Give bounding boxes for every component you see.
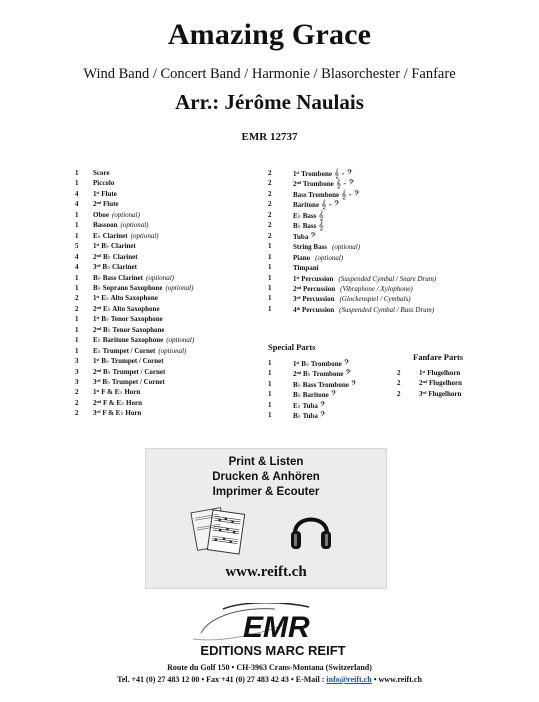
clef-icon: 𝄞 - 𝄢 [333, 168, 353, 178]
part-name-text: 2ⁿᵈ B♭ Clarinet [93, 252, 138, 261]
part-name-text: 2ⁿᵈ Flute [93, 200, 119, 209]
part-note: (optional) [158, 346, 187, 355]
part-quantity: 2 [75, 398, 79, 407]
part-name-text: 2ⁿᵈ Percussion [293, 284, 336, 293]
part-name-text: E♭ Baritone Saxophone [93, 336, 164, 345]
clef-icon: 𝄞 [318, 209, 324, 220]
part-name [93, 241, 139, 251]
part-name [93, 314, 166, 324]
part-name [293, 358, 353, 369]
tel-fax-text: Tel. +41 (0) 27 483 12 00 • Fax +41 (0) 27 483 42 43 • E-Mail : [117, 675, 327, 684]
part-name [93, 273, 174, 283]
part-quantity: 5 [75, 242, 79, 251]
part-quantity: 1 [75, 169, 79, 177]
part-quantity: 1 [268, 359, 272, 367]
part-name-text: 1ˢᵗ E♭ Alto Saxophone [93, 294, 158, 303]
part-name [93, 398, 145, 408]
part-name-text: 1ˢᵗ Trombone [293, 170, 332, 178]
part-name [293, 293, 411, 304]
part-quantity: 2 [75, 294, 79, 303]
part-quantity: 1 [75, 325, 79, 334]
part-name-text: 1ˢᵗ Flugelhorn [419, 369, 461, 377]
part-name-text: 1ˢᵗ F & E♭ Horn [93, 388, 141, 397]
part-name [93, 189, 120, 199]
emr-logo [183, 603, 363, 661]
clef-icon: 𝄢 [350, 378, 357, 389]
part-quantity: 1 [75, 273, 79, 282]
part-name-text: 1ˢᵗ B♭ Trumpet / Cornet [93, 357, 164, 366]
part-name-text: Piccolo [93, 179, 115, 188]
part-name [93, 367, 168, 377]
arranger-credit: Arr.: Jérôme Naulais [175, 90, 364, 114]
part-name [293, 252, 343, 263]
part-name-text: Tuba [293, 232, 309, 241]
part-name-text: Baritone [293, 201, 320, 210]
part-name-text: 1ˢᵗ B♭ Clarinet [93, 242, 136, 251]
part-name-text: 2ⁿᵈ B♭ Trombone [293, 370, 344, 379]
part-name [93, 168, 113, 178]
part-quantity: 2 [75, 409, 79, 418]
part-name [293, 410, 329, 421]
clef-icon: 𝄢 [319, 399, 326, 410]
part-name-text: 3ʳᵈ Flugelhorn [419, 389, 462, 398]
part-name [293, 189, 363, 200]
clef-icon: 𝄞 - 𝄢 [335, 178, 355, 189]
part-name-text: 2ⁿᵈ F & E♭ Horn [93, 398, 142, 407]
part-quantity: 1 [75, 221, 79, 230]
part-quantity: 2 [268, 221, 272, 230]
part-name-text: 2ⁿᵈ B♭ Trumpet / Cornet [93, 367, 166, 376]
part-name-text: 1ˢᵗ Flute [93, 189, 117, 198]
publisher-address: Route du Golf 150 • CH-3963 Crans-Montana (Switzerland) [167, 663, 372, 672]
part-quantity: 1 [268, 369, 272, 378]
part-name [419, 378, 465, 388]
part-quantity: 2 [268, 210, 272, 219]
part-name [93, 210, 140, 220]
part-quantity: 2 [268, 231, 272, 240]
part-name-text: Score [93, 169, 110, 177]
part-name [293, 178, 357, 189]
part-quantity: 1 [268, 263, 272, 272]
part-name-text: 3ʳᵈ F & E♭ Horn [93, 409, 142, 418]
part-name-text: String Bass [293, 243, 328, 252]
part-name-text: B♭ Bass Trombone [293, 380, 349, 389]
part-note: (optional) [166, 336, 195, 345]
part-quantity: 1 [75, 210, 79, 219]
fanfare-parts-heading: Fanfare Parts [413, 352, 464, 362]
clef-icon: 𝄞 - 𝄢 [341, 188, 360, 199]
email-link[interactable]: info@reift.ch [326, 675, 372, 684]
part-name-text: 1ˢᵗ Percussion [293, 274, 334, 283]
web-text: • www.reift.ch [371, 675, 422, 684]
clef-icon: 𝄢 [310, 230, 317, 241]
part-name [93, 408, 144, 418]
part-name [419, 389, 464, 399]
part-name-text: 3ʳᵈ Percussion [293, 295, 335, 304]
part-name [293, 379, 360, 390]
special-parts-heading: Special Parts [268, 342, 316, 352]
part-note: (optional) [120, 221, 149, 230]
part-name [293, 220, 327, 231]
part-name [93, 335, 194, 345]
part-name-text: B♭ Bass Clarinet [93, 273, 143, 282]
part-name [293, 241, 360, 252]
part-quantity: 2 [75, 388, 79, 397]
clef-icon: 𝄢 [330, 389, 337, 400]
part-name-text: B♭ Baritone [293, 391, 329, 400]
part-quantity: 4 [75, 189, 79, 198]
clef-icon: 𝄢 [345, 368, 352, 379]
part-name [293, 368, 354, 379]
part-name-text: 3ʳᵈ B♭ Clarinet [93, 263, 137, 272]
part-name [293, 168, 356, 179]
catalog-number: EMR 12737 [241, 131, 298, 143]
print-listen-label: Print & Listen [228, 456, 304, 468]
part-quantity: 1 [268, 294, 272, 303]
part-name-text: Timpani [293, 264, 319, 273]
publisher-contact [0, 675, 539, 684]
part-name [293, 231, 319, 242]
part-name-text: 3ʳᵈ B♭ Trumpet / Cornet [93, 378, 165, 386]
part-name [93, 377, 168, 387]
part-name-text: E♭ Tuba [293, 401, 318, 410]
clef-icon: 𝄢 [343, 358, 350, 368]
part-name [93, 178, 117, 188]
part-quantity: 1 [268, 273, 272, 282]
part-quantity: 4 [75, 263, 79, 272]
part-name [93, 231, 159, 241]
part-name-text: Oboe [93, 210, 109, 219]
clef-icon: 𝄞 - 𝄢 [321, 199, 340, 210]
part-quantity: 1 [75, 231, 79, 240]
part-quantity: 3 [75, 367, 79, 376]
part-quantity: 2 [397, 369, 401, 377]
part-quantity: 1 [268, 304, 272, 313]
part-name-text: E♭ Trumpet / Cornet [93, 346, 156, 355]
part-quantity: 1 [75, 336, 79, 345]
part-name [93, 304, 163, 314]
part-note: (optional) [145, 273, 174, 282]
part-quantity: 2 [268, 189, 272, 198]
clef-icon: 𝄢 [319, 410, 326, 421]
part-name [419, 368, 463, 378]
part-quantity: 1 [268, 379, 272, 388]
part-name-text: 2ⁿᵈ Flugelhorn [419, 379, 463, 388]
part-note: (optional) [315, 253, 344, 262]
part-name [93, 325, 168, 335]
part-name [293, 304, 434, 315]
part-name-text: B♭ Soprano Saxophone [93, 283, 163, 292]
part-note: (Glockenspiel / Cymbals) [339, 295, 411, 304]
part-name [93, 262, 140, 272]
part-note: (Suspended Cymbal / Bass Drum) [339, 305, 435, 314]
part-name [293, 273, 436, 284]
part-quantity: 2 [268, 179, 272, 188]
part-note: (Suspended Cymbal / Snare Drum) [338, 274, 437, 283]
part-quantity: 2 [268, 200, 272, 209]
part-quantity: 1 [75, 346, 79, 355]
part-name [93, 220, 149, 230]
part-name [293, 262, 324, 273]
part-name [93, 199, 122, 209]
part-quantity: 4 [75, 252, 79, 261]
part-name-text: 2ⁿᵈ E♭ Alto Saxophone [93, 304, 160, 313]
headphones-icon [288, 505, 334, 555]
part-note: (optional) [332, 243, 361, 252]
part-name [93, 293, 161, 303]
part-quantity: 2 [397, 389, 401, 398]
part-quantity: 1 [268, 411, 272, 420]
part-note: (optional) [111, 210, 140, 219]
part-name-text: Bass Trombone [293, 190, 340, 199]
part-quantity: 1 [268, 400, 272, 409]
part-name-text: B♭ Bass [293, 222, 317, 231]
part-name-text: B♭ Tuba [293, 412, 318, 421]
logo-mark: EMR [243, 611, 310, 644]
part-name [93, 346, 186, 356]
website-link[interactable]: www.reift.ch [225, 564, 307, 580]
part-quantity: 1 [268, 252, 272, 261]
logo-text: EDITIONS MARC REIFT [200, 643, 346, 658]
part-quantity: 1 [75, 283, 79, 292]
part-name-text: 1ˢᵗ B♭ Tenor Saxophone [93, 315, 163, 324]
part-name-text: 2ⁿᵈ B♭ Tenor Saxophone [93, 325, 165, 334]
part-note: (optional) [165, 283, 194, 292]
clef-icon: 𝄞 [318, 220, 324, 231]
part-quantity: 2 [268, 169, 272, 177]
part-name-text: Bassoon [93, 221, 118, 230]
part-quantity: 1 [268, 390, 272, 399]
part-name [293, 199, 343, 210]
part-name-text: 4ᵗʰ Percussion [293, 305, 335, 314]
part-name-text: E♭ Bass [293, 211, 317, 220]
part-quantity: 1 [75, 179, 79, 188]
part-note: (optional) [130, 231, 159, 240]
part-name-text: 1ˢᵗ B♭ Trombone [293, 360, 342, 368]
part-quantity: 2 [397, 379, 401, 388]
imprimer-label: Imprimer & Ecouter [212, 486, 320, 498]
part-quantity: 3 [75, 357, 79, 366]
ensemble-subtitle: Wind Band / Concert Band / Harmonie / Blasorchester / Fanfare [83, 66, 456, 82]
drucken-label: Drucken & Anhören [212, 471, 320, 483]
part-name [293, 389, 340, 400]
print-listen-box[interactable] [145, 448, 387, 589]
part-name [293, 283, 413, 294]
part-quantity: 4 [75, 200, 79, 209]
part-name [93, 387, 143, 397]
part-note: (Vibraphone / Xylophone) [340, 284, 413, 293]
part-name [93, 356, 167, 366]
part-name [293, 400, 329, 411]
sheet-music-icon [190, 504, 250, 556]
part-quantity: 3 [75, 378, 79, 386]
part-quantity: 2 [75, 304, 79, 313]
part-name-text: 2ⁿᵈ Trombone [293, 180, 334, 189]
part-name [93, 283, 193, 293]
part-name [293, 210, 327, 221]
part-name-text: Piano [293, 253, 311, 262]
part-quantity: 1 [268, 283, 272, 292]
part-quantity: 1 [75, 315, 79, 324]
page-title: Amazing Grace [167, 18, 372, 51]
part-quantity: 1 [268, 242, 272, 251]
part-name-text: E♭ Clarinet [93, 231, 128, 240]
part-name [93, 252, 141, 262]
